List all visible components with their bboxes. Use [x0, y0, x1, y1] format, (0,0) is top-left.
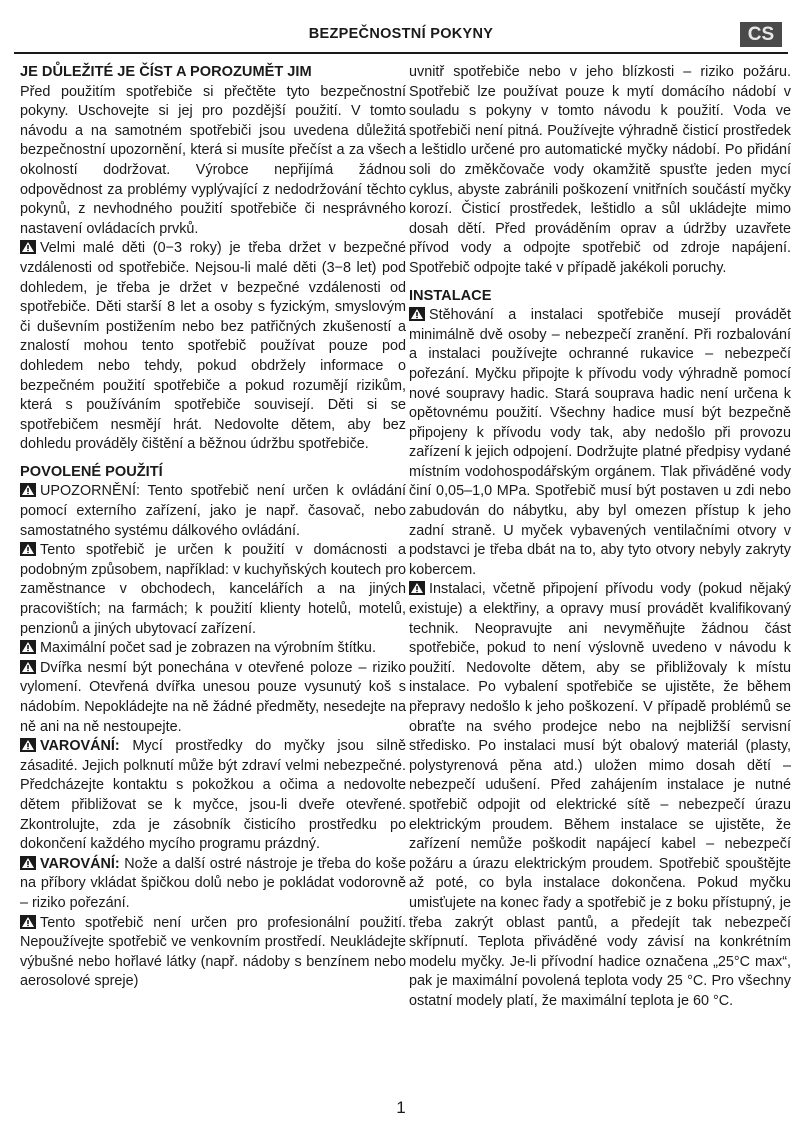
warning-paragraph: Stěhování a instalaci spotřebiče musejí provádět minimálně dvě osoby – nebezpečí zranění. Při rozbalování a instalaci používejte ochranné rukavice – nebezpečí pořezání. Myčku připojte k přívodu vody výhradně pomocí nové soupravy hadic. Stará souprava hadic není určena k opětovnému použití. Všechny hadice musí být bezpečně připojeny k přívodu vody tak, aby nedošlo při provozu zařízení k jejich odpojení. Dodržujte platné předpisy vydané místním vodohospodářským orgánem. Tlak přiváděné vody činí 0,05–1,0 MPa. Spotřebič musí být postaven u zdi nebo zabudován do nábytku, aby byl omezen přístup k jeho zadní straně. U myček vybavených ventilačními otvory v podstavci je třeba dbát na to, aby tyto otvory nebyly zakryty kobercem.	[409, 307, 791, 578]
page-number: 1	[396, 1098, 406, 1117]
warning-label: VAROVÁNÍ:	[40, 855, 120, 872]
warning-triangle-icon	[20, 915, 36, 929]
left-column	[20, 63, 406, 992]
warning-label: VAROVÁNÍ:	[40, 738, 120, 755]
warning-triangle-icon	[20, 738, 36, 752]
warning-paragraph: Velmi malé děti (0−3 roky) je třeba držet v bezpečné vzdálenosti od spotřebiče. Nejsou-li malé děti (3−8 let) pod dohledem, je třeba je držet v bezpečné vzdálenosti od spotřebiče. Děti starší 8 let a osoby s fyzickým, smyslovým či duševním postižením nebo bez patřičných zkušeností a znalostí mohou tento spotřebič používat pouze pod dohledem nebo tehdy, pokud obdržely informace o bezpečném použití spotřebiče a pokud rozumějí rizikům, která s používáním spotřebiče souvisejí. Děti si se spotřebičem nesmějí hrát. Nedovolte dětem, aby bez dohledu prováděly čištění a běžnou údržbu spotřebiče.	[20, 240, 406, 453]
warning-triangle-icon	[20, 856, 36, 870]
warning-triangle-icon	[20, 542, 36, 556]
warning-paragraph: Maximální počet sad je zobrazen na výrobním štítku.	[20, 639, 406, 659]
paragraph: Před použitím spotřebiče si přečtěte tyto bezpečnostní pokyny. Uschovejte si jej pro pozdější použití. V tomto návodu a na samotném spotřebiči jsou uvedena důležitá bezpečnostní upozornění, která si musíte přečíst a za všech okolností dodržovat. Výrobce nepřijímá žádnou odpovědnost za problémy vyplývající z nedodržování těchto pokynů, z nevhodného použití spotřebiče či nesprávného nastavení ovládacích prvků.	[20, 83, 406, 237]
warning-paragraph: VAROVÁNÍ: Mycí prostředky do myčky jsou silně zásadité. Jejich polknutí může být zdraví velmi nebezpečné. Předcházejte kontaktu s pokožkou a očima a nedovolte dětem přibližovat se k myčce, jsou-li dveře otevřené. Zkontrolujte, zda je zásobník čisticího prostředku po dokončení každého mycího programu prázdný.	[20, 738, 406, 853]
warning-paragraph: Tento spotřebič není určen pro profesionální použití. Nepoužívejte spotřebič ve venkovním prostředí. Neukládejte výbušné nebo hořlavé látky (např. nádoby s benzínem nebo aerosolové spreje)	[20, 914, 406, 990]
warning-triangle-icon	[20, 660, 36, 674]
right-column	[409, 63, 791, 1012]
header-divider	[14, 52, 788, 54]
page-title: BEZPEČNOSTNÍ POKYNY	[308, 26, 494, 42]
paragraph: uvnitř spotřebiče nebo v jeho blízkosti – riziko požáru. Spotřebič lze používat pouze k mytí domácího nádobí v souladu s pokyny v tomto návodu k použití. Voda ve spotřebiči není pitná. Používejte výhradně čisticí prostředek a leštidlo určené pro automatické myčky nádobí. Po přidání soli do změkčovače vody okamžitě spusťte jeden mycí cyklus, abyste zabránili poškození vnitřních součástí myčky korozí. Čisticí prostředek, leštidlo a sůl ukládejte mimo dosah dětí. Před prováděním oprav a údržby uzavřete přívod vody a odpojte spotřebič od zdroje napájení. Spotřebič odpojte také v případě jakékoli poruchy.	[409, 64, 791, 276]
warning-paragraph: Dvířka nesmí být ponechána v otevřené poloze – riziko vylomení. Otevřená dvířka unesou pouze vysunutý koš s nádobím. Nepokládejte na ně žádné předměty, nesedejte na ně ani na ně nestoupejte.	[20, 659, 406, 735]
section-heading-important: JE DŮLEŽITÉ JE ČÍST A POROZUMĚT JIM	[20, 64, 312, 80]
warning-paragraph: VAROVÁNÍ: Nože a další ostré nástroje je třeba do koše na příbory vkládat špičkou dolů nebo je pokládat vodorovně – riziko pořezání.	[20, 855, 406, 911]
section-heading-permitted-use: POVOLENÉ POUŽITÍ	[20, 463, 163, 480]
warning-paragraph: Tento spotřebič je určen k použití v domácnosti a podobným způsobem, například: v kuchyňských koutech pro zaměstnance v obchodech, kancelářích a na jiných pracovištích; na farmách; k použití klienty hotelů, motelů, penzionů a jiných ubytovací zařízení.	[20, 542, 406, 637]
warning-triangle-icon	[20, 640, 36, 654]
warning-triangle-icon	[20, 240, 36, 254]
warning-triangle-icon	[409, 581, 425, 595]
warning-triangle-icon	[409, 307, 425, 321]
warning-paragraph: Instalaci, včetně připojení přívodu vody (pokud nějaký existuje) a elektřiny, a opravy musí provádět kvalifikovaný technik. Neopravujte ani nevyměňujte žádnou část spotřebiče, pokud to není výslovně uvedeno v návodu k použití. Nedovolte dětem, aby se přibližovaly k místu instalace. Po vybalení spotřebiče se ujistěte, že během přepravy nedošlo k jeho poškození. V případě problémů se obraťte na svého prodejce nebo na nejbližší servisní středisko. Po instalaci musí být obalový materiál (plasty, polystyrenová pěna atd.) uložen mimo dosah dětí – nebezpečí udušení. Před zahájením instalace je nutné spotřebič odpojit od elektrické sítě – nebezpečí úrazu elektrickým proudem. Během instalace se ujistěte, že zařízení nemůže poškodit napájecí kabel – nebezpečí požáru a úrazu elektrickým proudem. Spotřebič spouštějte až poté, co byla instalace dokončena. Pokud myčku umisťujete na konec řady a spotřebič je z boku přístupný, je třeba zakrýt oblast pantů, a předejít tak nebezpečí skřípnutí. Teplota přiváděné vody závisí na konkrétním modelu myčky. Je-li přívodní hadice označena „25°C max“, pak je maximální povolená teplota vody 25 °C. Pro všechny ostatní modely platí, že maximální teplota je 60 °C.	[409, 581, 791, 1009]
language-badge: CS	[740, 22, 782, 47]
section-heading-installation: INSTALACE	[409, 287, 492, 304]
warning-paragraph: UPOZORNĚNÍ: Tento spotřebič není určen k ovládání pomocí externího zařízení, jako je např. časovač, nebo samostatného systému dálkového ovládání.	[20, 483, 406, 539]
warning-triangle-icon	[20, 483, 36, 497]
